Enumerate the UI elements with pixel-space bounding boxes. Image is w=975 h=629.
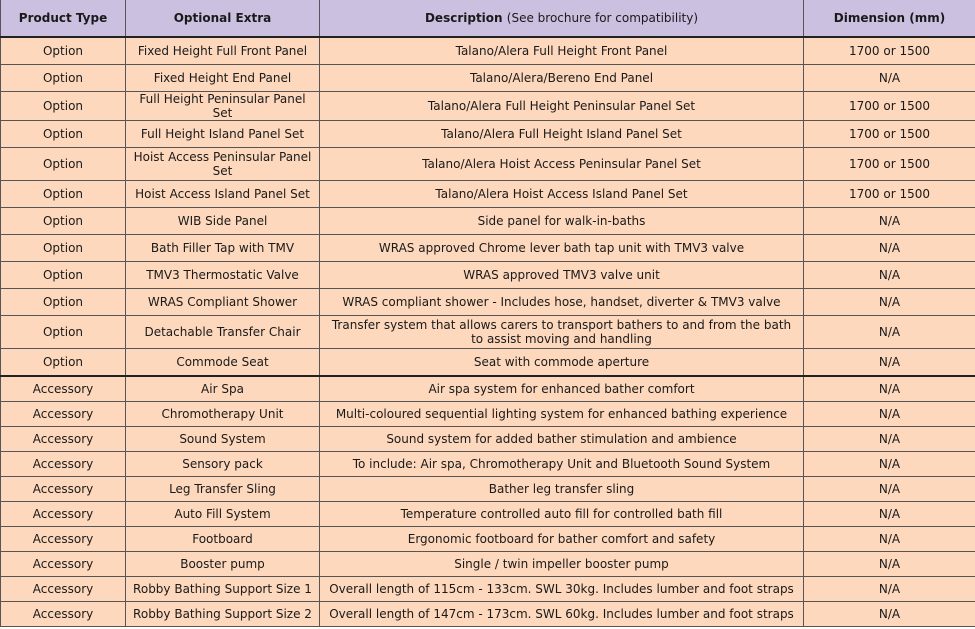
cell-product-type: Accessory <box>1 452 126 477</box>
table-row <box>1 577 975 602</box>
cell-product-type: Option <box>1 65 126 92</box>
cell-dimension: N/A <box>804 289 975 316</box>
cell-optional-extra: Auto Fill System <box>126 502 320 527</box>
cell-dimension: N/A <box>804 477 975 502</box>
cell-dimension: N/A <box>804 235 975 262</box>
cell-dimension: N/A <box>804 452 975 477</box>
cell-dimension: N/A <box>804 402 975 427</box>
table-row <box>1 349 975 377</box>
cell-optional-extra: Robby Bathing Support Size 2 <box>126 602 320 627</box>
cell-description: Talano/Alera Full Height Island Panel Set <box>320 121 804 148</box>
table-body <box>1 37 975 627</box>
cell-product-type: Accessory <box>1 402 126 427</box>
cell-description: Multi-coloured sequential lighting system for enhanced bathing experience <box>320 402 804 427</box>
cell-description: Overall length of 147cm - 173cm. SWL 60kg. Includes lumber and foot straps <box>320 602 804 627</box>
cell-description: WRAS approved Chrome lever bath tap unit with TMV3 valve <box>320 235 804 262</box>
table-row <box>1 92 975 121</box>
cell-product-type: Option <box>1 92 126 121</box>
table-row <box>1 65 975 92</box>
table-row <box>1 208 975 235</box>
cell-description: Ergonomic footboard for bather comfort and safety <box>320 527 804 552</box>
table-row <box>1 262 975 289</box>
header-description-label: Description <box>424 11 503 25</box>
cell-optional-extra: Full Height Peninsular Panel Set <box>126 92 320 121</box>
table-row <box>1 402 975 427</box>
cell-description: Sound system for added bather stimulation and ambience <box>320 427 804 452</box>
cell-description: WRAS compliant shower - Includes hose, handset, diverter & TMV3 valve <box>320 289 804 316</box>
cell-dimension: N/A <box>804 376 975 402</box>
table-row <box>1 148 975 181</box>
cell-product-type: Accessory <box>1 527 126 552</box>
cell-optional-extra: Detachable Transfer Chair <box>126 316 320 349</box>
table-row <box>1 452 975 477</box>
cell-optional-extra: Fixed Height Full Front Panel <box>126 37 320 65</box>
cell-optional-extra: Full Height Island Panel Set <box>126 121 320 148</box>
cell-optional-extra: TMV3 Thermostatic Valve <box>126 262 320 289</box>
cell-product-type: Option <box>1 262 126 289</box>
cell-optional-extra: Air Spa <box>126 376 320 402</box>
cell-product-type: Option <box>1 181 126 208</box>
cell-dimension: N/A <box>804 316 975 349</box>
cell-description: Seat with commode aperture <box>320 349 804 377</box>
table-row <box>1 121 975 148</box>
header-product-type: Product Type <box>1 0 126 37</box>
cell-description: Talano/Alera Hoist Access Peninsular Panel Set <box>320 148 804 181</box>
cell-dimension: N/A <box>804 527 975 552</box>
cell-dimension: N/A <box>804 602 975 627</box>
header-dimension: Dimension (mm) <box>804 0 975 37</box>
cell-optional-extra: Bath Filler Tap with TMV <box>126 235 320 262</box>
cell-product-type: Accessory <box>1 477 126 502</box>
cell-dimension: N/A <box>804 577 975 602</box>
table-row <box>1 502 975 527</box>
table-row <box>1 602 975 627</box>
cell-dimension: N/A <box>804 427 975 452</box>
cell-description: Bather leg transfer sling <box>320 477 804 502</box>
cell-product-type: Option <box>1 208 126 235</box>
cell-optional-extra: Hoist Access Island Panel Set <box>126 181 320 208</box>
cell-product-type: Accessory <box>1 427 126 452</box>
table-row <box>1 235 975 262</box>
cell-optional-extra: Leg Transfer Sling <box>126 477 320 502</box>
header-description <box>320 0 804 37</box>
cell-product-type: Option <box>1 349 126 377</box>
cell-optional-extra: WRAS Compliant Shower <box>126 289 320 316</box>
table-row <box>1 376 975 402</box>
cell-product-type: Option <box>1 235 126 262</box>
cell-description: Talano/Alera/Bereno End Panel <box>320 65 804 92</box>
cell-optional-extra: Hoist Access Peninsular Panel Set <box>126 148 320 181</box>
header-description-note: (See brochure for compatibility) <box>506 11 699 25</box>
cell-product-type: Accessory <box>1 602 126 627</box>
cell-description: To include: Air spa, Chromotherapy Unit and Bluetooth Sound System <box>320 452 804 477</box>
cell-description: Air spa system for enhanced bather comfort <box>320 376 804 402</box>
cell-dimension: N/A <box>804 502 975 527</box>
cell-description: Transfer system that allows carers to transport bathers to and from the bath to assist moving and handling <box>320 316 804 349</box>
cell-product-type: Option <box>1 316 126 349</box>
cell-dimension: N/A <box>804 208 975 235</box>
cell-optional-extra: Footboard <box>126 527 320 552</box>
cell-product-type: Option <box>1 37 126 65</box>
cell-dimension: N/A <box>804 349 975 377</box>
cell-optional-extra: Fixed Height End Panel <box>126 65 320 92</box>
cell-optional-extra: Chromotherapy Unit <box>126 402 320 427</box>
table-row <box>1 316 975 349</box>
cell-optional-extra: Sensory pack <box>126 452 320 477</box>
table-row <box>1 427 975 452</box>
table-row <box>1 37 975 65</box>
table-row <box>1 289 975 316</box>
cell-description: Temperature controlled auto fill for controlled bath fill <box>320 502 804 527</box>
cell-description: Talano/Alera Full Height Front Panel <box>320 37 804 65</box>
cell-dimension: 1700 or 1500 <box>804 37 975 65</box>
cell-description: Talano/Alera Hoist Access Island Panel Set <box>320 181 804 208</box>
cell-product-type: Accessory <box>1 376 126 402</box>
cell-description: Side panel for walk-in-baths <box>320 208 804 235</box>
cell-optional-extra: WIB Side Panel <box>126 208 320 235</box>
cell-dimension: N/A <box>804 552 975 577</box>
cell-dimension: N/A <box>804 262 975 289</box>
cell-optional-extra: Sound System <box>126 427 320 452</box>
cell-dimension: 1700 or 1500 <box>804 92 975 121</box>
cell-optional-extra: Commode Seat <box>126 349 320 377</box>
table-row <box>1 477 975 502</box>
cell-description: Talano/Alera Full Height Peninsular Panel Set <box>320 92 804 121</box>
cell-dimension: 1700 or 1500 <box>804 121 975 148</box>
cell-dimension: N/A <box>804 65 975 92</box>
cell-product-type: Option <box>1 148 126 181</box>
cell-optional-extra: Robby Bathing Support Size 1 <box>126 577 320 602</box>
cell-product-type: Accessory <box>1 577 126 602</box>
header-row <box>1 0 975 37</box>
cell-product-type: Accessory <box>1 552 126 577</box>
cell-dimension: 1700 or 1500 <box>804 181 975 208</box>
header-optional-extra: Optional Extra <box>126 0 320 37</box>
table-row <box>1 527 975 552</box>
cell-dimension: 1700 or 1500 <box>804 148 975 181</box>
table-row <box>1 552 975 577</box>
cell-description: Single / twin impeller booster pump <box>320 552 804 577</box>
cell-description: Overall length of 115cm - 133cm. SWL 30kg. Includes lumber and foot straps <box>320 577 804 602</box>
cell-product-type: Option <box>1 289 126 316</box>
table-row <box>1 181 975 208</box>
cell-product-type: Option <box>1 121 126 148</box>
cell-optional-extra: Booster pump <box>126 552 320 577</box>
cell-description: WRAS approved TMV3 valve unit <box>320 262 804 289</box>
cell-product-type: Accessory <box>1 502 126 527</box>
